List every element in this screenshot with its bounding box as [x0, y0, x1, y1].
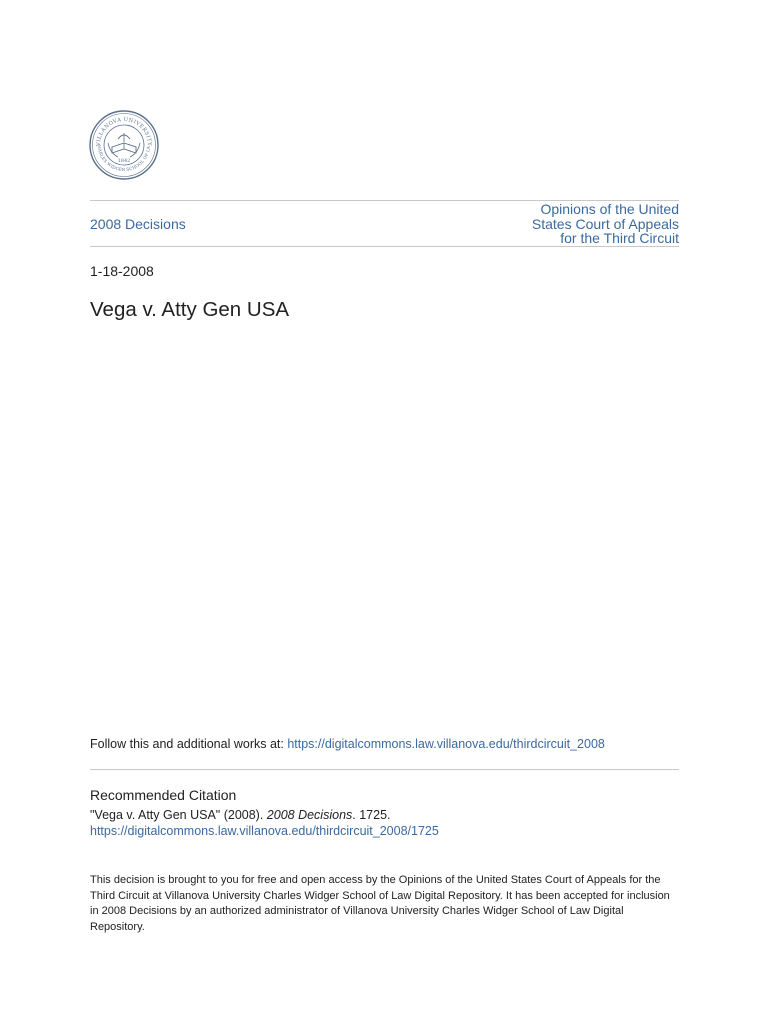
series-link-line-1: Opinions of the United [540, 201, 679, 217]
svg-text:CHARLES WIDGER SCHOOL OF LAW: HARLES WIDGER SCHOOL OF LA [96, 144, 152, 173]
svg-text:VILLANOVA UNIVERSITY: VILLANOVA UNIVERSITY [95, 116, 153, 147]
series-link-line-2: States Court of Appeals [531, 215, 679, 232]
header-bottom-rule [90, 246, 679, 247]
recommended-citation-heading: Recommended Citation [90, 787, 237, 803]
follow-line [90, 737, 605, 751]
series-link[interactable] [459, 202, 679, 246]
recommended-citation-body [90, 807, 439, 839]
citation-rule [90, 769, 679, 770]
follow-label: Follow this and additional works at: [90, 737, 288, 751]
citation-collection: 2008 Decisions [266, 808, 353, 822]
series-link-line-3: for the Third Circuit [560, 230, 679, 246]
document-title: Vega v. Atty Gen USA [90, 298, 290, 321]
villanova-law-seal-logo [88, 109, 160, 181]
access-notice: This decision is brought to you for free and open access by the Opinions of the United States Court of Appeals for the Third Circuit at Villanova University Charles Widger School of Law Digital Repository. It has been accepted for inclusion in 2008 Decisions by an authorized administrator of Villanova University Charles Widger School of Law Digital Repository. [90, 874, 670, 933]
decision-date: 1-18-2008 [90, 263, 154, 279]
collection-link[interactable]: 2008 Decisions [90, 216, 186, 232]
citation-text [90, 807, 439, 823]
follow-url-link[interactable]: https://digitalcommons.law.villanova.edu/thirdcircuit_2008 [287, 737, 605, 751]
citation-case: "Vega v. Atty Gen USA" (2008). [90, 808, 267, 822]
svg-text:1842: 1842 [117, 158, 131, 164]
citation-url-link[interactable]: https://digitalcommons.law.villanova.edu/thirdcircuit_2008/1725 [90, 824, 439, 838]
citation-number: . 1725. [352, 808, 391, 822]
